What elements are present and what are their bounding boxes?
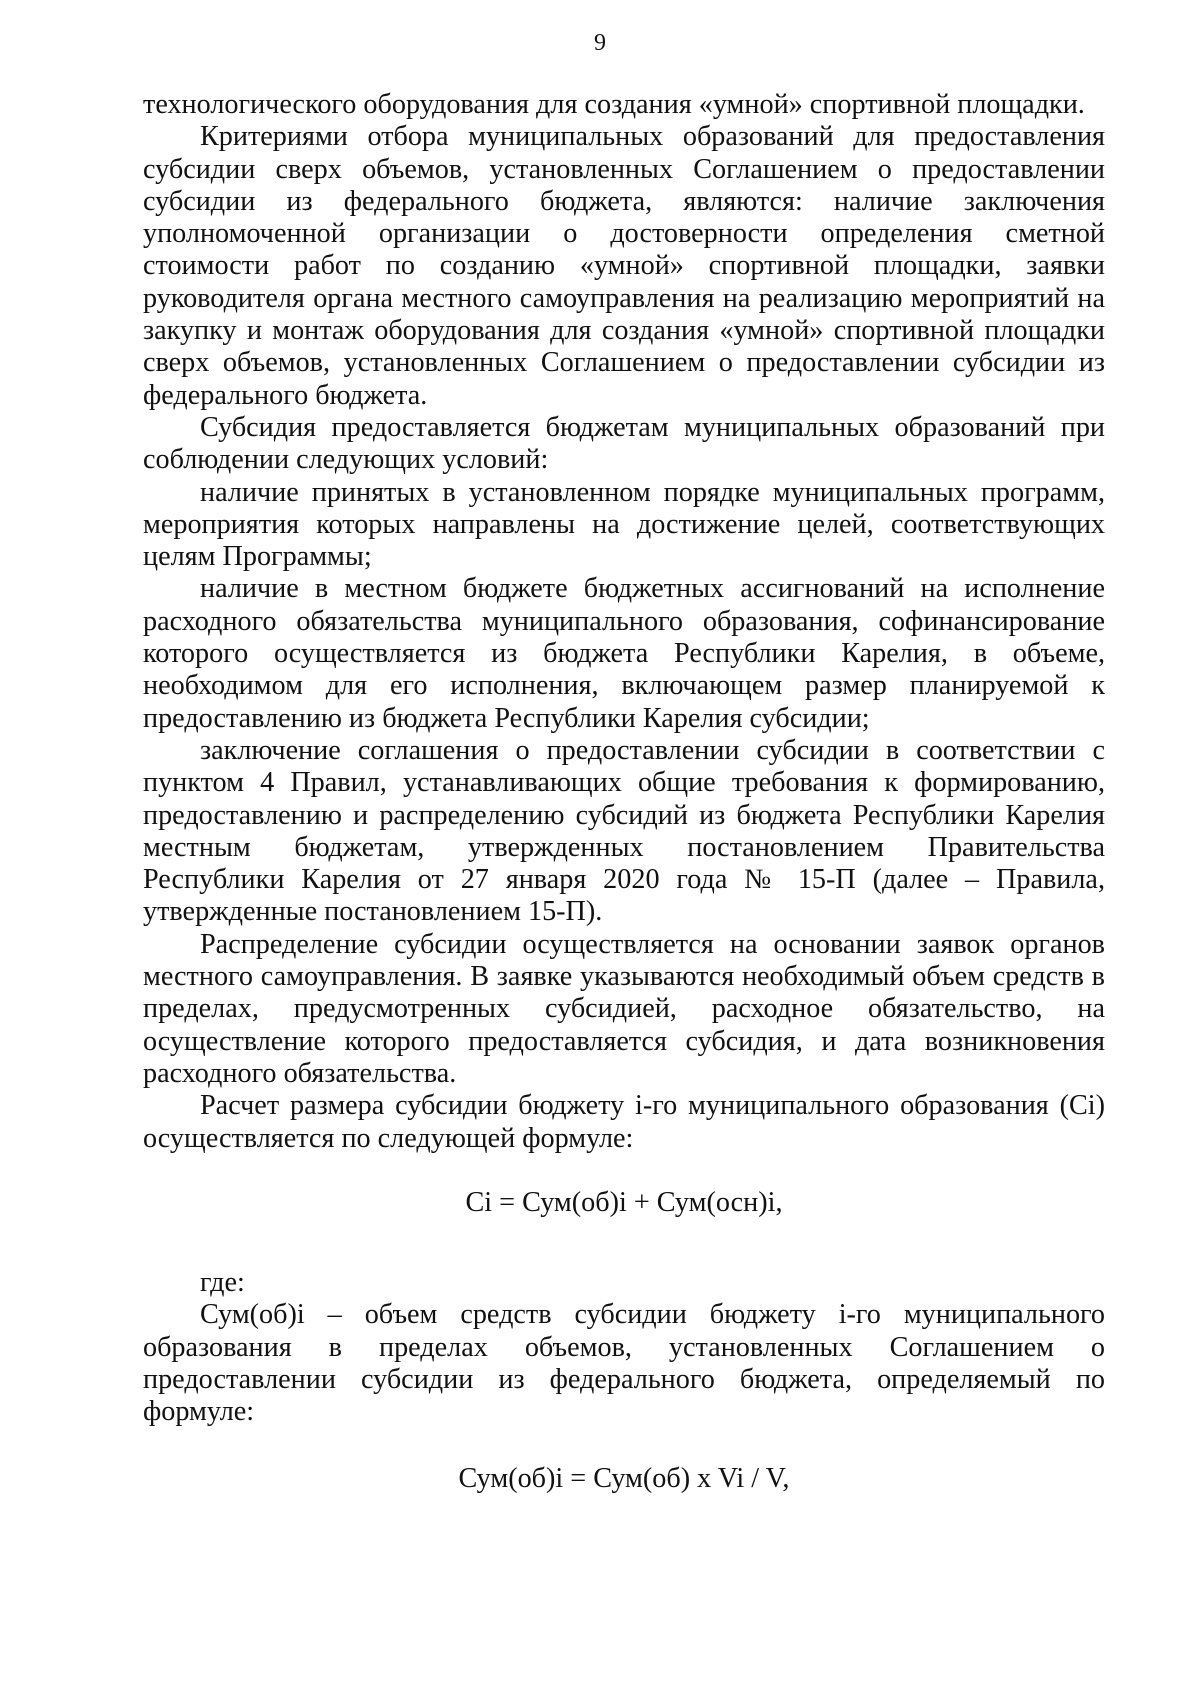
paragraph-calculation-intro: Расчет размера субсидии бюджету i-го муниципального образования (Сi) осуществляется по следующей формуле: xyxy=(143,1090,1105,1154)
paragraph-distribution: Распределение субсидии осуществляется на основании заявок органов местного самоуправления. В заявке указываются необходимый объем средств в пределах, предусмотренных субсидией, расходное обязательство, на осуществление которого предоставляется субсидия, и дата возникновения расходного обязательства. xyxy=(143,928,1105,1089)
formula-total-subsidy: Сi = Сум(об)i + Сум(осн)i, xyxy=(465,1186,783,1218)
paragraph-equipment-continuation: технологического оборудования для создания «умной» спортивной площадки. xyxy=(143,89,1085,120)
paragraph-selection-criteria: Критериями отбора муниципальных образований для предоставления субсидии сверх объемов, установленных Соглашением о предоставлении субсидии из федерального бюджета, являются: наличие заключения уполномоченной организации о достоверности определения сметной стоимости работ по созданию «умной» спортивной площадки, заявки руководителя органа местного самоуправления на реализацию мероприятий на закупку и монтаж оборудования для создания «умной» спортивной площадки сверх объемов, установленных Соглашением о предоставлении субсидии из федерального бюджета. xyxy=(143,121,1105,411)
paragraph-where: где: xyxy=(200,1267,245,1299)
paragraph-condition-agreement: заключение соглашения о предоставлении субсидии в соответствии с пунктом 4 Правил, устанавливающих общие требования к формированию, предоставлению и распределению субсидий из бюджета Республики Карелия местным бюджетам, утвержденных постановлением Правительства Республики Карелия от 27 января 2020 года № 15-П (далее – Правила, утвержденные постановлением 15-П). xyxy=(143,734,1105,928)
paragraph-definition-sum-ob: Сум(об)i – объем средств субсидии бюджету i-го муниципального образования в пределах объемов, установленных Соглашением о предоставлении субсидии из федерального бюджета, определяемый по формуле: xyxy=(143,1299,1105,1428)
paragraph-condition-budget-allocations: наличие в местном бюджете бюджетных ассигнований на исполнение расходного обязательства муниципального образования, софинансирование которого осуществляется из бюджета Республики Карелия, в объеме, необходимом для его исполнения, включающем размер планируемой к предоставлению из бюджета Республики Карелия субсидии; xyxy=(143,573,1105,734)
paragraph-subsidy-conditions-intro: Субсидия предоставляется бюджетам муниципальных образований при соблюдении следующих условий: xyxy=(143,411,1105,476)
formula-sum-ob: Сум(об)i = Сум(об) x Vi / V, xyxy=(458,1462,790,1494)
page-number: 9 xyxy=(594,30,606,56)
document-body xyxy=(143,89,1105,1495)
paragraph-condition-programs: наличие принятых в установленном порядке муниципальных программ, мероприятия которых направлены на достижение целей, соответствующих целям Программы; xyxy=(143,476,1105,573)
